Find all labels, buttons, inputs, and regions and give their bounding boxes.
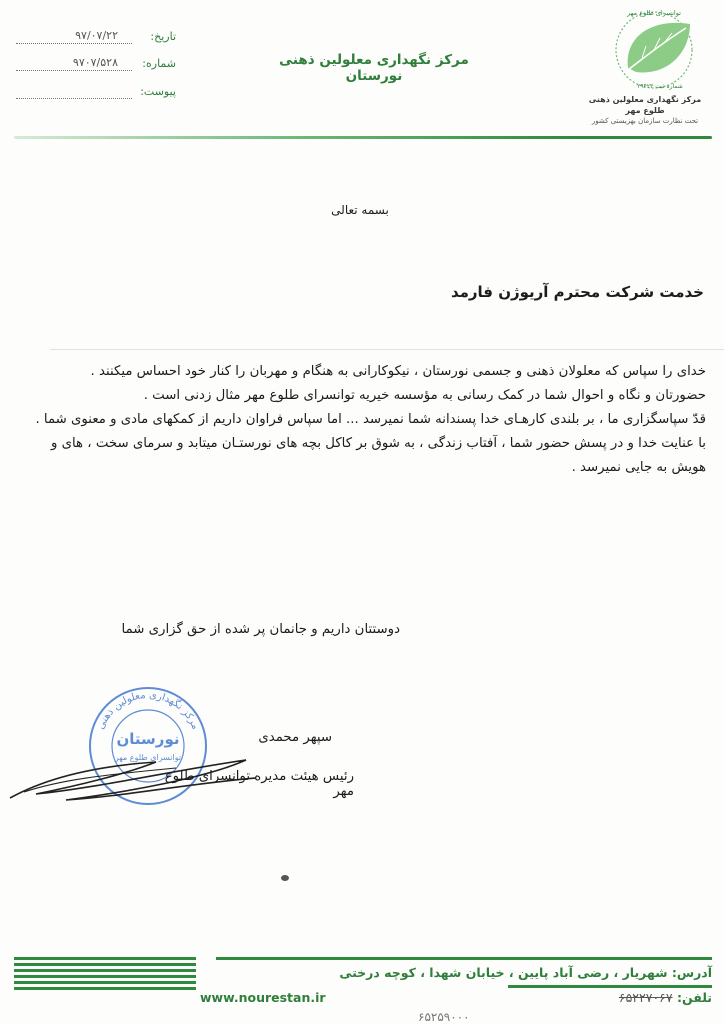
footer-stripe xyxy=(508,985,712,988)
date-label: تاریخ: xyxy=(150,30,176,43)
letter-paragraph: با عنایت خدا و در پسش حضور شما ، آفتاب زندگی ، به شوق بر کاکل بچه های نورستـان میتابد و سرمای سخت ، های و هویش به جایی نمیرسد . xyxy=(50,436,706,475)
stamp-ring-textpath: مرکز نگهداری معلولین ذهنی xyxy=(95,689,201,732)
letter-paragraph: قدّ سپاسگزاری ما ، بر بلندی کارهـای خدا پسندانه شما نمیرسد ... اما سپاس فراوان داریم از کمکهای مادی و معنوی شما . xyxy=(35,412,706,427)
letter-number-dotted-line xyxy=(16,70,132,71)
date-dotted-line xyxy=(16,43,132,44)
body-divider xyxy=(50,349,724,350)
footer-stripe xyxy=(14,969,196,972)
footer-address: آدرس: شهریار ، رضی آباد پایین ، خیابان شهدا ، کوچه درختی xyxy=(339,965,712,980)
attachment-field xyxy=(16,85,176,101)
organization-title: مرکز نگهداری معلولین ذهنی نورستان xyxy=(279,52,469,84)
letter-number-value: ۹۷۰۷/۵۲۸ xyxy=(72,56,118,69)
letter-number-field xyxy=(16,57,176,73)
logo-ring-bottom-text: شماره ثبت ۲۹۴۲۳ xyxy=(637,83,683,90)
recipient-line: خدمت شرکت محترم آریوژن فارمد xyxy=(450,283,704,301)
stamp-inner-text: توانسرای طلوع مهر xyxy=(114,753,182,762)
footer-phone xyxy=(420,990,712,1005)
header-divider xyxy=(14,136,712,139)
footer-stripe xyxy=(14,975,196,978)
logo-caption-line3: تحت نظارت سازمان بهزیستی کشور xyxy=(591,117,699,125)
footer-website: www.nourestan.ir xyxy=(200,990,326,1005)
footer-stripe xyxy=(14,981,196,984)
organization-logo xyxy=(598,8,710,92)
footer-stripe xyxy=(14,987,196,990)
stamp-center-text: نورستان xyxy=(116,730,180,748)
logo-caption xyxy=(580,94,710,127)
footer-stripe xyxy=(216,957,712,960)
attachment-label: پیوست: xyxy=(140,85,176,98)
letter-paragraph: خدای را سپاس که معلولان ذهنی و جسمی نورستان ، نیکوکارانی به هنگام و مهربان را کنار خود احساس میکنند . xyxy=(90,364,706,379)
attachment-dotted-line xyxy=(16,98,132,99)
logo-caption-line1: مرکز نگهداری معلولین ذهنی xyxy=(588,95,702,104)
letter-body xyxy=(26,360,706,480)
date-value: ۹۷/۰۷/۲۲ xyxy=(75,29,118,42)
footer-phone-label: تلفن: xyxy=(676,990,712,1005)
handwritten-note: ۶۵۲۵۹۰۰۰ xyxy=(418,1010,470,1024)
signer-name: سپهر محمدی xyxy=(258,730,332,745)
closing-line: دوستتان داریم و جانمان پر شده از حق گزاری شما xyxy=(121,622,400,637)
ink-speck xyxy=(281,875,289,881)
salutation: بسمه تعالی xyxy=(331,203,389,217)
logo-caption-line2: طلوع مهر xyxy=(625,106,665,115)
letter-number-label: شماره: xyxy=(142,57,176,70)
date-field xyxy=(16,30,176,46)
footer-stripe xyxy=(14,963,196,966)
logo-ring-top-text: توانسرای طلوع مهر xyxy=(627,9,681,17)
footer-stripe xyxy=(14,957,196,960)
letter-paragraph: حضورتان و نگاه و احوال شما در کمک رسانی به مؤسسه خیریه توانسرای طلوع مهر مثال زدنی است . xyxy=(143,388,706,403)
signer-title: رئیس هیئت مدیره توانسرای طلوع مهر xyxy=(164,769,354,799)
footer-phone-number: ۶۵۲۲۷۰۶۷ xyxy=(618,990,673,1005)
